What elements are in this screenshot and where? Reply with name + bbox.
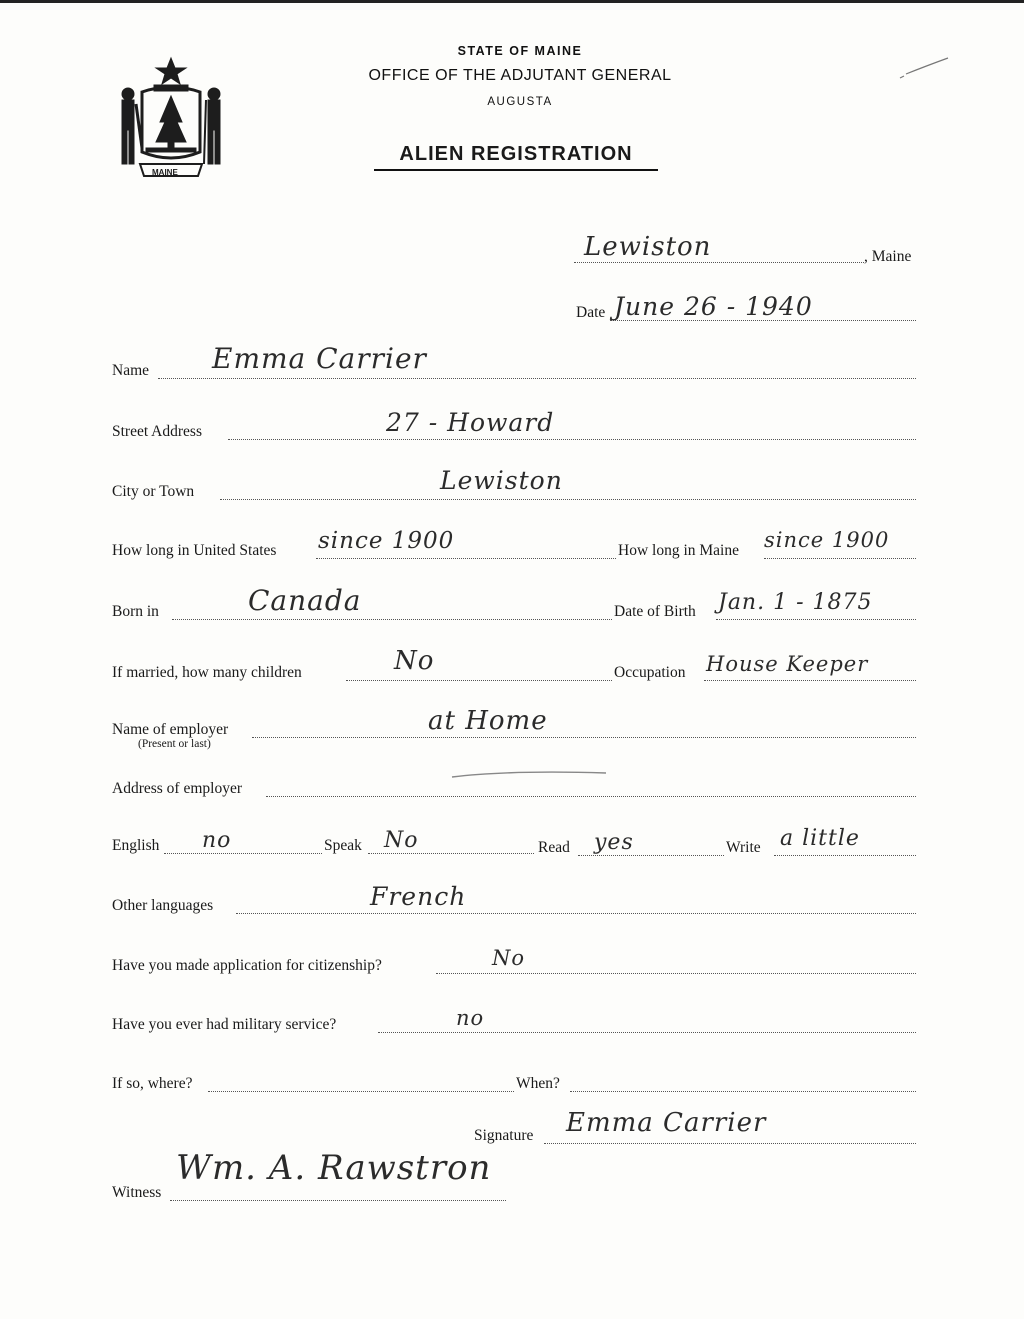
- children-label: If married, how many children: [112, 664, 302, 681]
- page-top-edge: [0, 0, 1024, 3]
- town-value: Lewiston: [584, 232, 712, 262]
- occupation-label: Occupation: [614, 664, 686, 681]
- where-line: [208, 1091, 514, 1092]
- how-long-us-value: since 1900: [318, 528, 455, 554]
- dob-label: Date of Birth: [614, 603, 696, 620]
- form-title: ALIEN REGISTRATION: [374, 143, 658, 171]
- write-label: Write: [726, 839, 761, 856]
- employer-address-dash-icon: [450, 768, 610, 782]
- name-label: Name: [112, 362, 150, 379]
- seal-text: MAINE: [152, 168, 178, 177]
- how-long-maine-label: How long in Maine: [618, 542, 739, 559]
- name-line: [158, 378, 916, 379]
- employer-label: Name of employer: [112, 721, 229, 738]
- dob-value: Jan. 1 - 1875: [718, 590, 873, 615]
- when-line: [570, 1091, 916, 1092]
- signature-value: Emma Carrier: [566, 1108, 767, 1138]
- write-line: [774, 855, 916, 856]
- witness-label: Witness: [112, 1184, 162, 1201]
- check-mark-icon: [896, 52, 952, 92]
- born-in-value: Canada: [248, 584, 362, 617]
- maine-label: , Maine: [864, 248, 912, 265]
- how-long-maine-value: since 1900: [764, 528, 890, 552]
- city-heading: AUGUSTA: [487, 96, 553, 108]
- town-line: [574, 262, 864, 263]
- born-in-line: [172, 619, 612, 620]
- english-label: English: [112, 837, 160, 854]
- other-languages-value: French: [370, 882, 467, 911]
- how-long-us-line: [316, 558, 616, 559]
- write-value: a little: [780, 826, 860, 851]
- signature-line: [544, 1143, 916, 1144]
- military-label: Have you ever had military service?: [112, 1016, 337, 1033]
- employer-address-line: [266, 796, 916, 797]
- speak-label: Speak: [324, 837, 362, 854]
- other-languages-line: [236, 913, 916, 914]
- dob-line: [716, 619, 916, 620]
- witness-line: [170, 1200, 506, 1201]
- when-label: When?: [516, 1075, 560, 1092]
- where-label: If so, where?: [112, 1075, 193, 1092]
- city-line: [220, 499, 916, 500]
- maine-state-seal-icon: [112, 52, 230, 184]
- office-heading: OFFICE OF THE ADJUTANT GENERAL: [368, 67, 672, 84]
- citizenship-line: [436, 973, 916, 974]
- how-long-us-label: How long in United States: [112, 542, 277, 559]
- read-line: [578, 855, 724, 856]
- english-line: [164, 853, 322, 854]
- date-value: June 26 - 1940: [614, 292, 813, 321]
- witness-value: Wm. A. Rawstron: [176, 1148, 492, 1188]
- speak-line: [368, 853, 534, 854]
- citizenship-value: No: [492, 946, 526, 970]
- date-label: Date: [576, 304, 606, 321]
- children-line: [346, 680, 612, 681]
- other-languages-label: Other languages: [112, 897, 214, 914]
- employer-note: (Present or last): [138, 738, 211, 750]
- citizenship-label: Have you made application for citizenship?: [112, 957, 382, 974]
- read-label: Read: [538, 839, 570, 856]
- street-label: Street Address: [112, 423, 202, 440]
- born-in-label: Born in: [112, 603, 159, 620]
- street-line: [228, 439, 916, 440]
- military-line: [378, 1032, 916, 1033]
- military-value: no: [456, 1006, 485, 1030]
- employer-address-label: Address of employer: [112, 780, 242, 797]
- occupation-line: [704, 680, 916, 681]
- occupation-value: House Keeper: [706, 652, 869, 676]
- speak-value: No: [384, 828, 419, 853]
- city-value: Lewiston: [440, 466, 563, 495]
- employer-value: at Home: [428, 706, 548, 736]
- children-value: No: [394, 646, 435, 676]
- employer-line: [252, 737, 916, 738]
- signature-label: Signature: [474, 1127, 534, 1144]
- how-long-maine-line: [764, 558, 916, 559]
- state-heading: STATE OF MAINE: [457, 44, 583, 58]
- read-value: yes: [594, 830, 634, 855]
- city-label: City or Town: [112, 483, 195, 500]
- name-value: Emma Carrier: [212, 342, 427, 375]
- english-value: no: [202, 828, 232, 853]
- street-value: 27 - Howard: [386, 408, 555, 437]
